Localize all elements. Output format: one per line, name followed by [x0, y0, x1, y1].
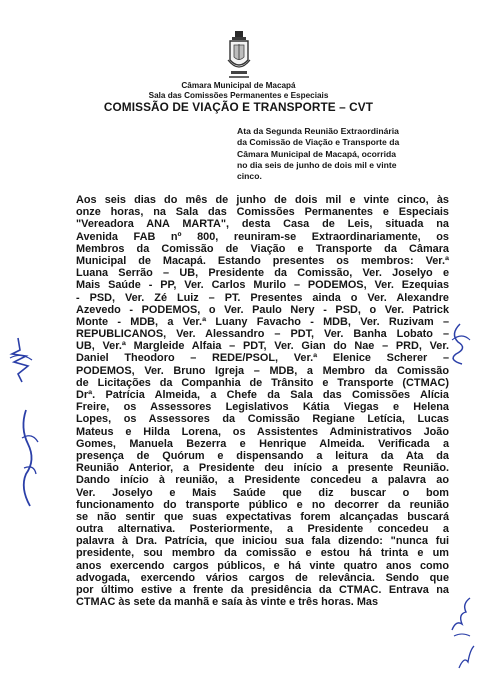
body-line: Avenida FAB nº 800, reuniram-se Extraordinariamente, os: [76, 230, 449, 243]
body-line: Drª. Patrícia Almeida, a Chefe da Sala das Comissões Alícia: [76, 389, 449, 401]
handwritten-signature-left-2: [16, 408, 44, 508]
body-line: advogada, exercendo vários cargos de relevância. Sendo que: [76, 571, 449, 584]
body-line: Lopes, os Assessores da Comissão Regiane Letícia, Lucas: [76, 413, 449, 426]
body-line: Reunião Anterior, a Presidente deu início a presente Reunião.: [76, 462, 449, 475]
body-line: Ver. Joselyo e Mais Saúde que diz buscar o bom: [76, 486, 449, 499]
body-line: palavra à Dra. Patrícia, que iniciou sua fala dizendo: "nunca fui: [76, 535, 449, 548]
reference-line: Câmara Municipal de Macapá, ocorrida: [237, 148, 397, 159]
body-line: Mateus e Hilda Lorena, os Assistentes Administrativos João: [76, 425, 449, 438]
handwritten-mark-right-3: [456, 642, 476, 672]
department-name: Sala das Comissões Permanentes e Especiais: [148, 91, 329, 100]
body-line: onze horas, na Sala das Comissões Permanentes e Especiais: [76, 206, 449, 219]
body-line: por último estive a frente da presidência da CTMAC. Entrava na: [76, 584, 449, 596]
body-line: Freire, os Assessores Legislativos Kátia Viegas e Helena: [76, 401, 449, 414]
handwritten-initials-right-2: [448, 590, 474, 640]
body-line: Gomes, Manuela Bezerra e Henrique Almeida. Verificada a: [76, 437, 449, 450]
body-line: Luana Serrão – UB, Presidente da Comissão, Ver. Joselyo e: [76, 267, 449, 280]
body-line: Azevedo - PODEMOS, o Ver. Paulo Nery - PSD, o Ver. Patrick: [76, 303, 449, 316]
body-line: presidente, sou membro da comissão e estou há trinta e um: [76, 547, 449, 560]
body-line: Aos seis dias do mês de junho de dois mil e vinte cinco, às: [76, 194, 449, 206]
handwritten-initials-right-1: [446, 322, 474, 366]
handwritten-signature-left-1: [6, 336, 36, 384]
body-line: anos exercendo cargos públicos, e há vinte quatro anos como: [76, 559, 449, 572]
minutes-reference: [237, 126, 449, 182]
body-line: outra alternativa. Posteriormente, a Presidente concedeu a: [76, 523, 449, 536]
body-line: "Vereadora ANA MARTA", desta Casa de Leis, situada na: [76, 218, 449, 231]
body-line: Dando início à reunião, a Presidente concedeu a palavra ao: [76, 474, 449, 487]
body-line: Mais Saúde - PP, Ver. Carlos Murilo – PODEMOS, Ver. Ezequias: [76, 279, 449, 292]
body-line: CTMAC às sete da manhã e saía às vinte e três horas. Mas: [76, 596, 379, 609]
body-line: - PSD, Ver. Zé Luiz – PT. Presentes ainda o Ver. Alexandre: [76, 291, 449, 304]
body-line: funcionamento do transporte público e no decorrer da reunião: [76, 498, 449, 511]
body-line: se não sentir que suas expectativas forem alcançadas buscará: [76, 510, 449, 523]
body-line: REPUBLICANOS, Ver. Alessandro – PDT, Ver. Banha Lobato –: [76, 328, 449, 341]
body-line: Daniel Theodoro – REDE/PSOL, Ver.ª Elenice Scherer –: [76, 352, 449, 365]
body-line: presença de Quórum e dispensando a leitura da Ata da: [76, 449, 449, 462]
body-line: PODEMOS, Ver. Bruno Igreja – MDB, a Membro da Comissão: [76, 364, 449, 377]
body-line: Municipal de Macapá. Estando presentes os membros: Ver.ª: [76, 254, 449, 267]
municipal-crest-icon: [226, 30, 252, 82]
body-line: Monte - MDB, a Ver.ª Luany Favacho - MDB, Ver. Ruzivam –: [76, 315, 449, 328]
reference-line: no dia seis de junho de dois mil e vinte: [237, 159, 397, 170]
chamber-name: Câmara Municipal de Macapá: [181, 81, 296, 90]
reference-line: cinco.: [237, 171, 262, 182]
body-line: de Licitações da Companhia de Trânsito e Transporte (CTMAC): [76, 376, 449, 389]
body-line: Membros da Comissão de Viação e Transporte da Câmara: [76, 242, 449, 255]
reference-line: Ata da Segunda Reunião Extraordinária: [237, 126, 399, 136]
reference-line: da Comissão de Viação e Transporte da: [237, 137, 400, 148]
body-line: UB, Ver.ª Margleide Alfaia – PDT, Ver. Gian do Nae – PRD, Ver.: [76, 340, 449, 353]
minutes-body-text: [76, 194, 449, 608]
committee-title: COMISSÃO DE VIAÇÃO E TRANSPORTE – CVT: [103, 100, 374, 114]
